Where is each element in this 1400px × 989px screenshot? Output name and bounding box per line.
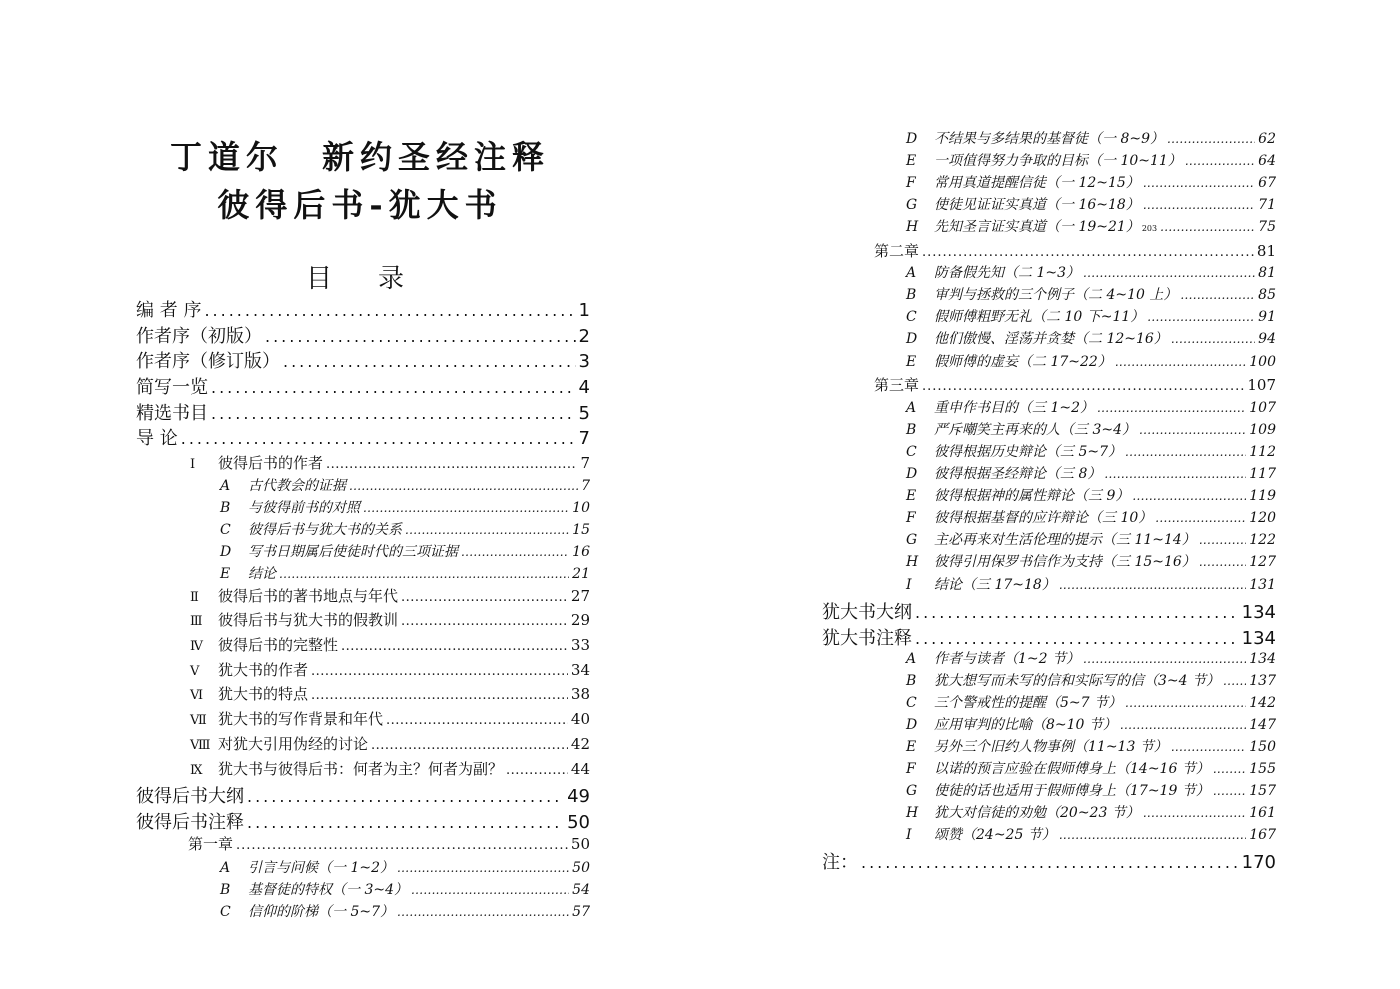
dot-leader xyxy=(1171,740,1246,754)
toc-entry[interactable] xyxy=(190,683,590,705)
toc-page-number: 50 xyxy=(567,812,590,833)
toc-page-number: 81 xyxy=(1258,265,1276,281)
dot-leader xyxy=(1155,511,1246,525)
toc-page-number: 49 xyxy=(567,786,590,807)
toc-entry[interactable] xyxy=(822,848,1276,872)
toc-entry-title: 先知圣言证实真道（一 19~21） xyxy=(934,219,1140,235)
toc-entry-marker: Ⅴ xyxy=(190,664,200,679)
toc-entry-marker: C xyxy=(906,444,917,460)
toc-entry-marker: G xyxy=(906,532,918,548)
toc-entry-title: 假师傅的虚妄（二 17~22） xyxy=(934,354,1112,370)
toc-entry-marker: G xyxy=(906,783,918,799)
dot-leader xyxy=(861,853,1239,872)
dot-leader xyxy=(1143,806,1246,820)
toc-page-number: 167 xyxy=(1249,827,1276,843)
toc-entry-title: 与彼得前书的对照 xyxy=(248,500,360,516)
dot-leader xyxy=(1115,355,1246,369)
toc-page-number: 64 xyxy=(1258,153,1276,169)
toc-entry-title: 彼得后书的作者 xyxy=(218,454,324,472)
dot-leader xyxy=(1223,674,1246,688)
toc-page-number: 21 xyxy=(572,566,590,582)
dot-leader xyxy=(311,664,568,679)
toc-entry-marker: D xyxy=(906,131,918,147)
toc-entry[interactable] xyxy=(906,150,1276,171)
toc-entry[interactable] xyxy=(190,708,590,730)
dot-leader xyxy=(326,457,577,472)
dot-leader xyxy=(1199,555,1246,569)
toc-entry-marker: I xyxy=(906,827,912,843)
dot-leader xyxy=(506,763,568,778)
toc-entry[interactable] xyxy=(136,296,590,320)
toc-entry-marker: E xyxy=(906,739,917,755)
dot-leader xyxy=(283,352,576,371)
toc-entry-marker: A xyxy=(906,400,917,416)
toc-page-number: 112 xyxy=(1249,444,1276,460)
toc-entry-title: 引言与问候（一 1~2） xyxy=(248,860,394,876)
toc-entry-title: 使徒见证证实真道（一 16~18） xyxy=(934,197,1140,213)
toc-page-number: 10 xyxy=(572,500,590,516)
toc-entry[interactable] xyxy=(874,240,1276,262)
toc-entry-marker: D xyxy=(906,466,918,482)
toc-page-number: 81 xyxy=(1256,242,1276,260)
toc-entry[interactable] xyxy=(906,284,1276,305)
dot-leader xyxy=(363,501,569,515)
toc-page-number: 50 xyxy=(572,860,590,876)
toc-entry-marker: B xyxy=(220,882,231,898)
dot-leader xyxy=(1199,533,1246,547)
toc-entry-title: 彼得根据圣经辩论（三 8） xyxy=(934,466,1102,482)
toc-entry-title: 犹大书的作者 xyxy=(218,661,309,679)
toc-page-number: 50 xyxy=(570,835,590,853)
toc-page-number: 54 xyxy=(572,882,590,898)
toc-entry-title: 颂赞（24~25 节） xyxy=(934,827,1056,843)
dot-leader xyxy=(265,327,576,346)
toc-entry[interactable] xyxy=(906,529,1276,550)
toc-entry-title: 不结果与多结果的基督徒（一 8~9） xyxy=(934,131,1164,147)
toc-entry-marker: Ⅲ xyxy=(190,614,203,629)
toc-entry-title: 结论 xyxy=(248,566,276,582)
toc-entry-marker: B xyxy=(220,500,231,516)
toc-page-number: 7 xyxy=(581,478,590,494)
toc-page-number: 117 xyxy=(1249,466,1276,482)
toc-entry-title: 第二章 xyxy=(874,242,920,260)
toc-entry-title: 犹大对信徒的劝勉（20~23 节） xyxy=(934,805,1140,821)
toc-entry-title: 信仰的阶梯（一 5~7） xyxy=(248,904,394,920)
toc-entry-title: 作者序（初版） xyxy=(136,326,262,347)
toc-page-number: 94 xyxy=(1258,331,1276,347)
toc-entry[interactable] xyxy=(136,322,590,346)
toc-page-number: 85 xyxy=(1258,287,1276,303)
toc-page-number: 5 xyxy=(578,403,590,424)
toc-entry-marker: Ⅷ xyxy=(190,738,211,753)
toc-entry[interactable] xyxy=(188,833,590,855)
toc-entry-marker: C xyxy=(220,904,231,920)
toc-entry-title: 犹大书的写作背景和年代 xyxy=(218,710,384,728)
toc-entry-title: 犹大想写而未写的信和实际写的信（3~4 节） xyxy=(934,673,1220,689)
toc-entry[interactable] xyxy=(190,659,590,681)
toc-entry-marker: D xyxy=(906,331,918,347)
toc-entry[interactable] xyxy=(220,879,590,900)
toc-entry[interactable] xyxy=(906,692,1276,713)
toc-entry-marker: I xyxy=(906,577,912,593)
toc-entry-title: 彼得引用保罗书信作为支持（三 15~16） xyxy=(934,554,1196,570)
toc-entry-marker: A xyxy=(220,860,231,876)
toc-entry-marker: G xyxy=(906,197,918,213)
dot-leader xyxy=(461,545,569,559)
toc-entry-title: 第一章 xyxy=(188,835,234,853)
toc-entry[interactable] xyxy=(822,598,1276,622)
toc-page-number: 109 xyxy=(1249,422,1276,438)
toc-entry[interactable] xyxy=(906,351,1276,372)
dot-leader xyxy=(247,787,564,806)
toc-page-number: 44 xyxy=(570,760,590,778)
toc-page-number: 170 xyxy=(1241,852,1276,873)
dot-leader xyxy=(1147,310,1255,324)
toc-entry-title: 彼得后书注释 xyxy=(136,812,244,833)
toc-entry-title: 犹大书注释 xyxy=(822,628,912,649)
dot-leader xyxy=(922,379,1244,394)
dot-leader xyxy=(1120,718,1246,732)
toc-entry[interactable] xyxy=(906,574,1276,595)
toc-entry[interactable] xyxy=(220,475,590,496)
toc-entry-title: 使徒的话也适用于假师傅身上（17~19 节） xyxy=(934,783,1210,799)
toc-page-number: 155 xyxy=(1249,761,1276,777)
toc-entry[interactable] xyxy=(220,857,590,878)
dot-leader xyxy=(405,523,569,537)
toc-entry-title: 彼得根据神的属性辩论（三 9） xyxy=(934,488,1130,504)
toc-page-number: 150 xyxy=(1249,739,1276,755)
dot-leader xyxy=(236,838,568,853)
toc-page-number: 7 xyxy=(580,454,590,472)
toc-entry-marker: F xyxy=(906,761,916,777)
toc-entry-title: 应用审判的比喻（8~10 节） xyxy=(934,717,1117,733)
toc-entry[interactable] xyxy=(136,347,590,371)
toc-entry-marker: H xyxy=(906,805,919,821)
toc-entry[interactable] xyxy=(190,758,590,780)
toc-entry-marker: Ⅰ xyxy=(190,457,196,472)
dot-leader xyxy=(915,629,1239,648)
toc-entry[interactable] xyxy=(136,424,590,448)
toc-page-number: 62 xyxy=(1258,131,1276,147)
dot-leader xyxy=(349,479,578,493)
dot-leader xyxy=(1171,332,1255,346)
toc-entry[interactable] xyxy=(822,624,1276,648)
toc-entry-title: 防备假先知（二 1~3） xyxy=(934,265,1080,281)
toc-entry[interactable] xyxy=(906,172,1276,193)
toc-page-number: 2 xyxy=(578,326,590,347)
toc-page-number: 3 xyxy=(578,351,590,372)
toc-page-number: 161 xyxy=(1249,805,1276,821)
toc-entry-marker: B xyxy=(906,422,917,438)
toc-page-number: 122 xyxy=(1249,532,1276,548)
toc-entry-marker: H xyxy=(906,219,919,235)
toc-entry-title: 写书日期属后使徒时代的三项证据 xyxy=(248,544,458,560)
toc-page-number: 134 xyxy=(1249,651,1276,667)
toc-entry[interactable] xyxy=(906,216,1276,237)
toc-entry-title: 彼得后书与犹大书的假教训 xyxy=(218,611,399,629)
toc-page-number: 120 xyxy=(1249,510,1276,526)
toc-entry-marker: C xyxy=(220,522,231,538)
toc-entry[interactable] xyxy=(136,373,590,397)
toc-page-number: 15 xyxy=(572,522,590,538)
toc-entry-title: 彼得后书的著书地点与年代 xyxy=(218,587,399,605)
toc-page-number: 134 xyxy=(1241,628,1276,649)
toc-entry[interactable] xyxy=(136,808,590,832)
toc-entry-title: 严斥嘲笑主再来的人（三 3~4） xyxy=(934,422,1136,438)
dot-leader xyxy=(311,688,568,703)
toc-entry-marker: F xyxy=(906,510,916,526)
toc-entry-title: 以诺的预言应验在假师傅身上（14~16 节） xyxy=(934,761,1210,777)
toc-entry[interactable] xyxy=(906,824,1276,845)
toc-page-number: 29 xyxy=(570,611,590,629)
toc-entry-marker: E xyxy=(220,566,231,582)
dot-leader xyxy=(341,639,568,654)
toc-entry-title: 犹大书大纲 xyxy=(822,602,912,623)
toc-entry-marker: D xyxy=(906,717,918,733)
toc-entry-title: 审判与拯救的三个例子（二 4~10 上） xyxy=(934,287,1178,303)
toc-entry-marker: Ⅱ xyxy=(190,590,199,605)
toc-page-number: 100 xyxy=(1249,354,1276,370)
dot-leader xyxy=(371,738,568,753)
toc-entry-title: 导 论 xyxy=(136,428,178,449)
toc-page-number: 157 xyxy=(1249,783,1276,799)
toc-entry-title: 作者与读者（1~2 节） xyxy=(934,651,1080,667)
dot-leader xyxy=(1139,423,1246,437)
toc-entry-title: 假师傅粗野无礼（二 10 下~11） xyxy=(934,309,1145,325)
toc-entry-marker: H xyxy=(906,554,919,570)
toc-entry-title: 另外三个旧约人物事例（11~13 节） xyxy=(934,739,1168,755)
toc-page-number: 137 xyxy=(1249,673,1276,689)
dot-leader xyxy=(1143,176,1255,190)
toc-page-number: 57 xyxy=(572,904,590,920)
dot-leader xyxy=(279,567,569,581)
dot-leader xyxy=(1083,266,1255,280)
toc-entry[interactable] xyxy=(906,262,1276,283)
toc-entry[interactable] xyxy=(906,328,1276,349)
dot-leader xyxy=(401,614,568,629)
toc-entry[interactable] xyxy=(190,733,590,755)
dot-leader xyxy=(247,813,564,832)
toc-entry[interactable] xyxy=(906,648,1276,669)
right-page xyxy=(700,0,1400,989)
toc-entry[interactable] xyxy=(136,399,590,423)
toc-entry[interactable] xyxy=(220,519,590,540)
dot-leader xyxy=(915,603,1239,622)
toc-entry[interactable] xyxy=(906,714,1276,735)
toc-heading: 目 录 xyxy=(305,264,414,294)
toc-entry-title: 犹大书的特点 xyxy=(218,685,309,703)
toc-entry-marker: E xyxy=(906,354,917,370)
dot-leader xyxy=(397,905,569,919)
dot-leader xyxy=(211,378,576,397)
toc-entry-title: 主必再来对生活伦理的提示（三 11~14） xyxy=(934,532,1196,548)
toc-entry[interactable] xyxy=(220,541,590,562)
toc-entry[interactable] xyxy=(190,452,590,474)
toc-page-number: 71 xyxy=(1258,197,1276,213)
dot-leader xyxy=(1059,828,1246,842)
dot-leader xyxy=(1104,467,1246,481)
toc-entry-title: 结论（三 17~18） xyxy=(934,577,1056,593)
toc-entry[interactable] xyxy=(190,609,590,631)
toc-entry[interactable] xyxy=(906,194,1276,215)
toc-entry[interactable] xyxy=(136,782,590,806)
toc-entry-title: 一项值得努力争取的目标（一 10~11） xyxy=(934,153,1182,169)
toc-entry[interactable] xyxy=(906,306,1276,327)
toc-entry-title: 古代教会的证据 xyxy=(248,478,346,494)
dot-leader xyxy=(1213,762,1246,776)
toc-entry-title: 注： xyxy=(822,852,858,873)
toc-page-number: 42 xyxy=(570,735,590,753)
toc-entry-marker: Ⅸ xyxy=(190,763,203,778)
dot-leader xyxy=(1185,154,1255,168)
toc-entry[interactable] xyxy=(906,441,1276,462)
toc-entry-title: 彼得后书大纲 xyxy=(136,786,244,807)
toc-page-number: 131 xyxy=(1249,577,1276,593)
toc-entry[interactable] xyxy=(874,374,1276,396)
dot-leader xyxy=(1213,784,1246,798)
toc-entry[interactable] xyxy=(906,485,1276,506)
toc-page-number: 107 xyxy=(1247,376,1276,394)
dot-leader xyxy=(1125,696,1246,710)
toc-page-number: 38 xyxy=(570,685,590,703)
dot-leader xyxy=(411,883,569,897)
dot-leader xyxy=(1125,445,1246,459)
toc-entry-marker: E xyxy=(906,488,917,504)
toc-entry-marker: C xyxy=(906,695,917,711)
toc-entry-marker: C xyxy=(906,309,917,325)
toc-entry-title: 彼得根据基督的应许辩论（三 10） xyxy=(934,510,1153,526)
dot-leader xyxy=(1059,578,1246,592)
toc-page-number: 33 xyxy=(570,636,590,654)
dot-leader xyxy=(1167,132,1255,146)
dot-leader xyxy=(204,301,575,320)
toc-page-number: 134 xyxy=(1241,602,1276,623)
toc-entry[interactable] xyxy=(906,128,1276,149)
toc-entry[interactable] xyxy=(906,397,1276,418)
toc-entry-marker: Ⅵ xyxy=(190,688,204,703)
toc-entry[interactable] xyxy=(190,585,590,607)
toc-entry-title: 对犹大引用伪经的讨论 xyxy=(218,735,369,753)
toc-entry-title: 精选书目 xyxy=(136,403,208,424)
toc-entry-title: 基督徒的特权（一 3~4） xyxy=(248,882,408,898)
toc-page-number: 27 xyxy=(570,587,590,605)
toc-entry-marker: Ⅳ xyxy=(190,639,203,654)
dot-leader xyxy=(386,713,568,728)
toc-entry[interactable] xyxy=(906,419,1276,440)
toc-entry-title: 作者序（修订版） xyxy=(136,351,280,372)
dot-leader xyxy=(211,404,576,423)
toc-entry-title: 重申作书目的（三 1~2） xyxy=(934,400,1094,416)
toc-entry-title: 他们傲慢、淫荡并贪婪（二 12~16） xyxy=(934,331,1168,347)
toc-entry-title: 犹大书与彼得后书：何者为主？何者为副？ xyxy=(218,760,504,778)
toc-entry-title: 简写一览 xyxy=(136,377,208,398)
toc-entry[interactable] xyxy=(906,758,1276,779)
dot-leader xyxy=(1132,489,1246,503)
toc-entry-title: 三个警戒性的提醒（5~7 节） xyxy=(934,695,1122,711)
dot-leader xyxy=(1143,198,1255,212)
toc-entry-title: 彼得后书与犹大书的关系 xyxy=(248,522,402,538)
toc-page-number: 107 xyxy=(1249,400,1276,416)
toc-page-number: 147 xyxy=(1249,717,1276,733)
toc-entry[interactable] xyxy=(220,563,590,584)
toc-entry[interactable] xyxy=(906,670,1276,691)
toc-entry-title: 彼得后书的完整性 xyxy=(218,636,339,654)
toc-page-number: 1 xyxy=(578,300,590,321)
toc-page-number: 40 xyxy=(570,710,590,728)
toc-page-number: 75 xyxy=(1258,219,1276,235)
toc-entry-marker: A xyxy=(906,651,917,667)
toc-entry-marker: E xyxy=(906,153,917,169)
dot-leader xyxy=(401,590,568,605)
dot-leader xyxy=(1083,652,1246,666)
toc-entry-marker: A xyxy=(220,478,231,494)
toc-page-number: 67 xyxy=(1258,175,1276,191)
toc-entry[interactable] xyxy=(906,780,1276,801)
toc-page-number: 142 xyxy=(1249,695,1276,711)
toc-page-number: 91 xyxy=(1258,309,1276,325)
toc-page-number: 16 xyxy=(572,544,590,560)
toc-entry-marker: D xyxy=(220,544,232,560)
toc-entry[interactable] xyxy=(906,802,1276,823)
dot-leader xyxy=(181,429,576,448)
toc-page-number: 127 xyxy=(1249,554,1276,570)
toc-entry[interactable] xyxy=(220,497,590,518)
toc-page-number: 119 xyxy=(1249,488,1276,504)
dot-leader xyxy=(1180,288,1255,302)
footnote-ref[interactable]: 203 xyxy=(1141,224,1158,233)
book-title-line-2: 彼得后书-犹大书 xyxy=(217,186,503,224)
toc-page-number: 7 xyxy=(578,428,590,449)
toc-entry[interactable] xyxy=(906,507,1276,528)
book-title-line-1: 丁道尔 新约圣经注释 xyxy=(169,138,550,176)
toc-entry-marker: B xyxy=(906,673,917,689)
dot-leader xyxy=(1160,220,1255,234)
dot-leader xyxy=(397,861,569,875)
toc-page-number: 4 xyxy=(578,377,590,398)
dot-leader xyxy=(922,245,1254,260)
toc-entry-title: 常用真道提醒信徒（一 12~15） xyxy=(934,175,1140,191)
toc-entry[interactable] xyxy=(906,736,1276,757)
toc-page-number: 34 xyxy=(570,661,590,679)
toc-entry-marker: A xyxy=(906,265,917,281)
toc-entry-title: 第三章 xyxy=(874,376,920,394)
toc-entry-title: 彼得根据历史辩论（三 5~7） xyxy=(934,444,1122,460)
dot-leader xyxy=(1097,401,1246,415)
toc-entry[interactable] xyxy=(190,634,590,656)
toc-entry-marker: Ⅶ xyxy=(190,713,207,728)
toc-entry-marker: F xyxy=(906,175,916,191)
toc-entry-marker: B xyxy=(906,287,917,303)
toc-entry-title: 编 者 序 xyxy=(136,300,202,321)
toc-entry[interactable] xyxy=(220,901,590,922)
toc-entry[interactable] xyxy=(906,551,1276,572)
toc-entry[interactable] xyxy=(906,463,1276,484)
